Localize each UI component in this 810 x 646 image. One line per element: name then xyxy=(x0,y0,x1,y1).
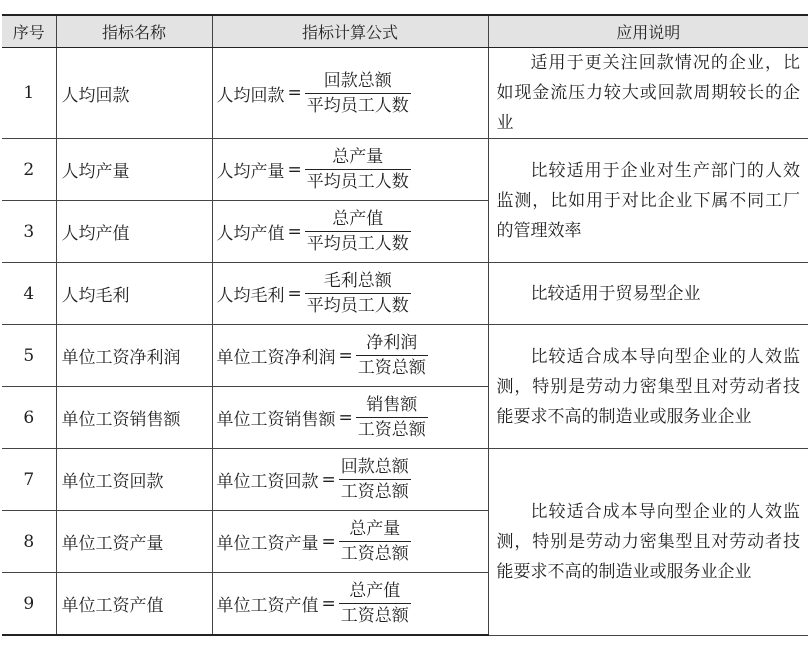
application-description: 比较适用于贸易型企业 xyxy=(488,263,808,325)
formula-lhs: 单位工资产量 xyxy=(216,534,319,554)
formula-fraction xyxy=(305,70,411,117)
formula-equals: = xyxy=(321,531,336,552)
table-row xyxy=(2,449,808,511)
formula-lhs: 人均回款 xyxy=(216,85,285,106)
table-row xyxy=(2,263,808,325)
formula-denominator: 平均员工人数 xyxy=(305,169,411,193)
header-seq: 序号 xyxy=(2,15,56,48)
row-seq: 3 xyxy=(2,201,56,263)
metric-name: 单位工资销售额 xyxy=(56,387,212,449)
formula-equals: = xyxy=(321,469,336,490)
application-description: 比较适用于企业对生产部门的人效监测，比如用于对比企业下属不同工厂的管理效率 xyxy=(488,139,808,263)
formula-fraction xyxy=(339,456,411,503)
formula-numerator: 回款总额 xyxy=(323,70,392,91)
metric-name: 人均产值 xyxy=(56,201,212,263)
formula-equals: = xyxy=(321,593,336,614)
formula-numerator: 毛利总额 xyxy=(323,271,392,291)
row-seq: 1 xyxy=(2,48,56,139)
formula-numerator: 总产值 xyxy=(349,581,401,601)
formula-equals: = xyxy=(338,345,353,366)
metric-formula xyxy=(212,511,488,573)
table-header-row xyxy=(2,15,808,48)
formula-equals: = xyxy=(287,159,302,180)
formula-denominator: 平均员工人数 xyxy=(305,231,411,255)
row-seq: 8 xyxy=(2,511,56,573)
metrics-table xyxy=(2,14,808,636)
formula-numerator: 总产量 xyxy=(349,519,401,539)
metric-name: 人均毛利 xyxy=(56,263,212,325)
formula-equals: = xyxy=(287,221,302,242)
metric-name: 人均产量 xyxy=(56,139,212,201)
row-seq: 2 xyxy=(2,139,56,201)
formula-equals: = xyxy=(287,83,302,103)
formula-fraction xyxy=(339,580,411,627)
metric-formula xyxy=(212,449,488,511)
formula-lhs: 单位工资产值 xyxy=(216,596,319,616)
formula-fraction xyxy=(305,146,411,193)
metric-formula xyxy=(212,263,488,325)
formula-equals: = xyxy=(287,283,302,304)
row-seq: 9 xyxy=(2,573,56,636)
header-formula: 指标计算公式 xyxy=(212,15,488,48)
formula-numerator: 回款总额 xyxy=(340,457,409,477)
formula-lhs: 人均产量 xyxy=(216,162,285,182)
metric-name: 单位工资产量 xyxy=(56,511,212,573)
formula-denominator: 工资总额 xyxy=(356,417,428,441)
formula-denominator: 工资总额 xyxy=(339,479,411,503)
row-seq: 6 xyxy=(2,387,56,449)
header-description: 应用说明 xyxy=(488,15,808,48)
formula-numerator: 销售额 xyxy=(366,395,418,415)
application-description: 比较适合成本导向型企业的人效监测，特别是劳动力密集型且对劳动者技能要求不高的制造业或服务业企业 xyxy=(488,325,808,449)
metric-name: 人均回款 xyxy=(56,48,212,139)
metric-name: 单位工资回款 xyxy=(56,449,212,511)
formula-lhs: 单位工资销售额 xyxy=(216,410,336,430)
row-seq: 5 xyxy=(2,325,56,387)
row-seq: 4 xyxy=(2,263,56,325)
metric-name: 单位工资产值 xyxy=(56,573,212,636)
metric-formula xyxy=(212,139,488,201)
application-description: 比较适合成本导向型企业的人效监测，特别是劳动力密集型且对劳动者技能要求不高的制造业或服务业企业 xyxy=(488,449,808,636)
formula-lhs: 单位工资回款 xyxy=(216,472,319,492)
formula-fraction xyxy=(339,518,411,565)
formula-numerator: 净利润 xyxy=(366,333,418,353)
table-row xyxy=(2,139,808,201)
formula-denominator: 平均员工人数 xyxy=(305,93,411,117)
metric-formula xyxy=(212,573,488,636)
formula-numerator: 总产值 xyxy=(332,209,384,229)
formula-equals: = xyxy=(338,407,353,428)
formula-lhs: 人均毛利 xyxy=(216,286,285,306)
formula-denominator: 工资总额 xyxy=(339,541,411,565)
header-name: 指标名称 xyxy=(56,15,212,48)
metric-formula xyxy=(212,48,488,139)
metric-formula xyxy=(212,325,488,387)
application-description: 适用于更关注回款情况的企业，比如现金流压力较大或回款周期较长的企业 xyxy=(488,48,808,139)
formula-fraction xyxy=(305,270,411,317)
formula-denominator: 工资总额 xyxy=(356,355,428,379)
row-seq: 7 xyxy=(2,449,56,511)
formula-denominator: 工资总额 xyxy=(339,603,411,627)
formula-fraction xyxy=(356,394,428,441)
metric-formula xyxy=(212,201,488,263)
formula-denominator: 平均员工人数 xyxy=(305,293,411,317)
table-row xyxy=(2,325,808,387)
formula-fraction xyxy=(305,208,411,255)
metric-formula xyxy=(212,387,488,449)
formula-numerator: 总产量 xyxy=(332,147,384,167)
table-row xyxy=(2,48,808,139)
metric-name: 单位工资净利润 xyxy=(56,325,212,387)
formula-fraction xyxy=(356,332,428,379)
formula-lhs: 人均产值 xyxy=(216,224,285,244)
formula-lhs: 单位工资净利润 xyxy=(216,348,336,368)
